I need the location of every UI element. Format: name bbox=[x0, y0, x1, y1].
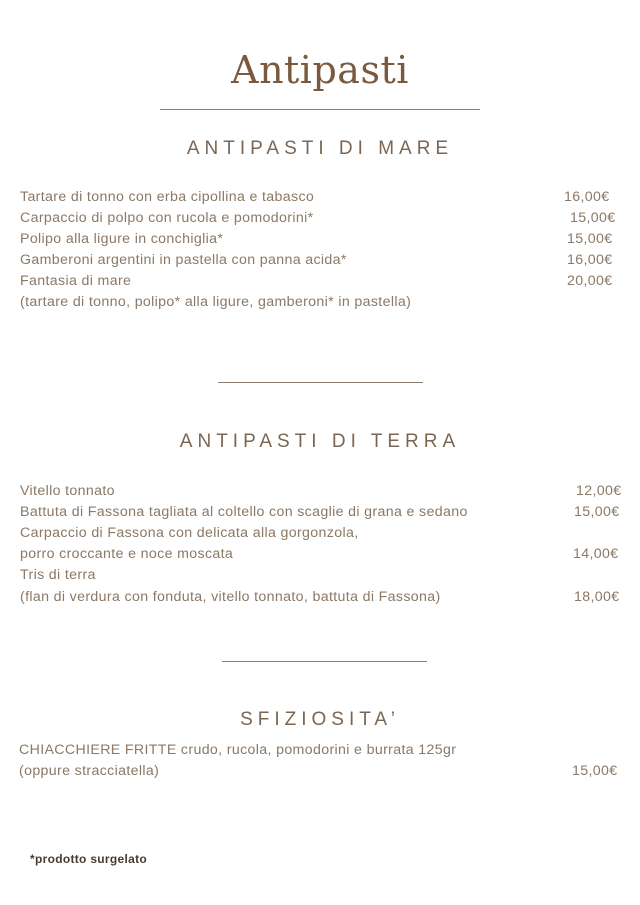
item-name: Vitello tonnato bbox=[20, 483, 115, 499]
item-name: Fantasia di mare bbox=[20, 273, 132, 289]
section-title-mare: ANTIPASTI DI MARE bbox=[186, 138, 454, 159]
item-name: Battuta di Fassona tagliata al coltello con scaglie di grana e sedano bbox=[20, 504, 468, 520]
footnote: *prodotto surgelato bbox=[30, 852, 148, 866]
item-detail: (tartare di tonno, polipo* alla ligure, gamberoni* in pastella) bbox=[20, 294, 412, 310]
item-price: 18,00€ bbox=[574, 589, 620, 605]
section-divider bbox=[218, 382, 423, 383]
item-price: 20,00€ bbox=[567, 273, 613, 289]
title-divider bbox=[160, 109, 480, 110]
item-name: Tris di terra bbox=[20, 567, 96, 583]
section-title-sfiziosita: SFIZIOSITA’ bbox=[240, 709, 400, 730]
section-title-terra: ANTIPASTI DI TERRA bbox=[179, 431, 461, 452]
item-price: 16,00€ bbox=[567, 252, 613, 268]
menu-item bbox=[20, 187, 630, 208]
item-price: 16,00€ bbox=[564, 189, 610, 205]
item-price: 15,00€ bbox=[570, 210, 616, 226]
item-name-line2: porro croccante e noce moscata bbox=[20, 546, 234, 562]
item-detail: (flan di verdura con fonduta, vitello tonnato, battuta di Fassona) bbox=[20, 589, 441, 605]
menu-item-detail bbox=[20, 587, 630, 608]
item-name: Polipo alla ligure in conchiglia* bbox=[20, 231, 224, 247]
page-title: Antipasti bbox=[231, 48, 409, 92]
menu-item-detail bbox=[19, 761, 629, 782]
menu-item bbox=[20, 544, 630, 565]
item-price: 15,00€ bbox=[572, 763, 618, 779]
item-name: Carpaccio di Fassona con delicata alla gorgonzola, bbox=[20, 525, 359, 541]
menu-item bbox=[19, 740, 629, 761]
item-name: CHIACCHIERE FRITTE crudo, rucola, pomodorini e burrata 125gr bbox=[19, 742, 457, 758]
item-price: 14,00€ bbox=[573, 546, 619, 562]
menu-item bbox=[20, 502, 630, 523]
item-price: 15,00€ bbox=[567, 231, 613, 247]
menu-item-detail bbox=[20, 292, 630, 313]
menu-item bbox=[20, 565, 630, 586]
menu-item bbox=[20, 271, 630, 292]
menu-item bbox=[20, 229, 630, 250]
item-name: Tartare di tonno con erba cipollina e tabasco bbox=[20, 189, 315, 205]
menu-item bbox=[20, 523, 630, 544]
item-name: Gamberoni argentini in pastella con panna acida* bbox=[20, 252, 347, 268]
item-price: 15,00€ bbox=[574, 504, 620, 520]
item-detail: (oppure stracciatella) bbox=[19, 763, 160, 779]
item-price: 12,00€ bbox=[576, 483, 622, 499]
section-divider bbox=[222, 661, 427, 662]
menu-item bbox=[20, 481, 630, 502]
menu-item bbox=[20, 250, 630, 271]
menu-item bbox=[20, 208, 630, 229]
item-name: Carpaccio di polpo con rucola e pomodorini* bbox=[20, 210, 314, 226]
